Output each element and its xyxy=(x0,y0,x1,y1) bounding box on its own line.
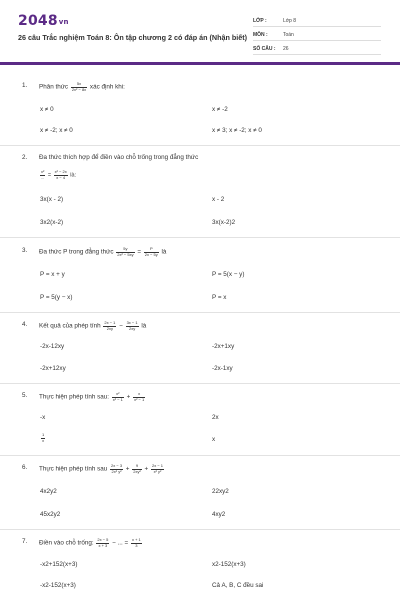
answer-option-a[interactable]: -2x-12xy xyxy=(40,343,65,350)
question-text: Thực hiện phép tính sau: $\frac{\text{x²}}{\text{x² − 1}}$ + $\frac{x}{\text{x² − 1}}$ xyxy=(39,391,145,402)
answer-option-d[interactable]: P = x xyxy=(212,294,227,301)
brand-logo[interactable]: 2048vn xyxy=(18,13,69,29)
page-header xyxy=(0,0,400,62)
question-text: Thực hiện phép tính sau $\frac{2x - 3}{\text{2x² y²}}$ + $\frac{9}{\text{2xy²}}$ + $\frac{2x - 1}{\text{x² y²}}$ xyxy=(39,463,163,474)
header-divider xyxy=(0,62,400,65)
question-divider xyxy=(0,455,400,456)
question-number: 4. xyxy=(22,321,28,328)
answer-option-b[interactable]: 22xy2 xyxy=(212,488,229,495)
answer-option-c[interactable]: -x2-152(x+3) xyxy=(40,582,76,589)
question-divider xyxy=(0,145,400,146)
answer-option-a[interactable]: 4x2y2 xyxy=(40,488,57,495)
answer-option-a[interactable]: -x xyxy=(40,414,46,421)
question-divider xyxy=(0,529,400,530)
meta-class: LỚP : Lớp 8 xyxy=(253,15,381,27)
answer-option-c[interactable]: -2x+12xy xyxy=(40,365,66,372)
question-text: Đa thức P trong đẳng thức $\frac{5y}{\text{2x² − 5xy}}$ = $\frac{P}{2x - 5y}$ là xyxy=(39,246,167,257)
page-title: 26 câu Trắc nghiệm Toán 8: Ôn tập chương 2 có đáp án (Nhận biết) xyxy=(18,33,248,42)
question-text: Kết quả của phép tính $\frac{2x - 1}{2xy}$ − $\frac{3x - 1}{2xy}$ là xyxy=(39,320,147,331)
answer-option-b[interactable]: 2x xyxy=(212,414,219,421)
answer-option-a[interactable]: 3x(x - 2) xyxy=(40,196,64,203)
answer-option-a[interactable]: x ≠ 0 xyxy=(40,106,54,113)
answer-option-b[interactable]: P = 5(x − y) xyxy=(212,271,245,278)
question-text: Đa thức thích hợp để điền vào chỗ trống trong đẳng thức xyxy=(39,154,199,161)
answer-option-c[interactable]: P = 5(y − x) xyxy=(40,294,73,301)
question-divider xyxy=(0,237,400,238)
question-number: 2. xyxy=(22,154,28,161)
question-divider xyxy=(0,312,400,313)
answer-option-a[interactable]: -x2+152(x+3) xyxy=(40,561,78,568)
question-number: 3. xyxy=(22,247,28,254)
answer-option-c[interactable]: $\frac{1}{x}$ xyxy=(42,432,45,443)
answer-option-b[interactable]: x2-152(x+3) xyxy=(212,561,246,568)
question-number: 7. xyxy=(22,538,28,545)
question-number: 5. xyxy=(22,392,28,399)
math-equation: $\frac{\text{x²}}{...}$ = $\frac{\text{x² − 2x}}{x - 4}$ là: xyxy=(41,169,77,180)
answer-option-d[interactable]: 3x(x-2)2 xyxy=(212,219,236,226)
question-number: 6. xyxy=(22,464,28,471)
answer-option-b[interactable]: -2x+1xy xyxy=(212,343,235,350)
meta-count: SỐ CÂU : 26 xyxy=(253,43,381,55)
answer-option-c[interactable]: 45x2y2 xyxy=(40,511,61,518)
answer-option-c[interactable]: 3x2(x-2) xyxy=(40,219,64,226)
answer-option-b[interactable]: x - 2 xyxy=(212,196,225,203)
answer-option-b[interactable]: x ≠ -2 xyxy=(212,106,228,113)
answer-option-d[interactable]: x xyxy=(212,436,216,443)
question-number: 1. xyxy=(22,82,28,89)
question-text: Phân thức $\frac{5x}{\text{2x² − 8x}}$ xác định khi: xyxy=(39,81,125,92)
fraction: $\frac{5x}{\text{2x² − 8x}}$ xyxy=(71,81,87,92)
answer-option-d[interactable]: Cả A, B, C đều sai xyxy=(212,582,264,589)
answer-option-c[interactable]: x ≠ -2; x ≠ 0 xyxy=(40,127,73,134)
answer-option-d[interactable]: 4xy2 xyxy=(212,511,226,518)
doc-meta xyxy=(253,15,381,57)
answer-option-d[interactable]: -2x-1xy xyxy=(212,365,233,372)
answer-option-a[interactable]: P = x + y xyxy=(40,271,65,278)
answer-option-d[interactable]: x ≠ 3; x ≠ -2; x ≠ 0 xyxy=(212,127,262,134)
question-text: Điền vào chỗ trống: $\frac{2x - 5}{x + 3}$ − ... = $\frac{x + 1}{3}$ xyxy=(39,537,141,548)
meta-subject: MÔN : Toán xyxy=(253,29,381,41)
question-divider xyxy=(0,383,400,384)
